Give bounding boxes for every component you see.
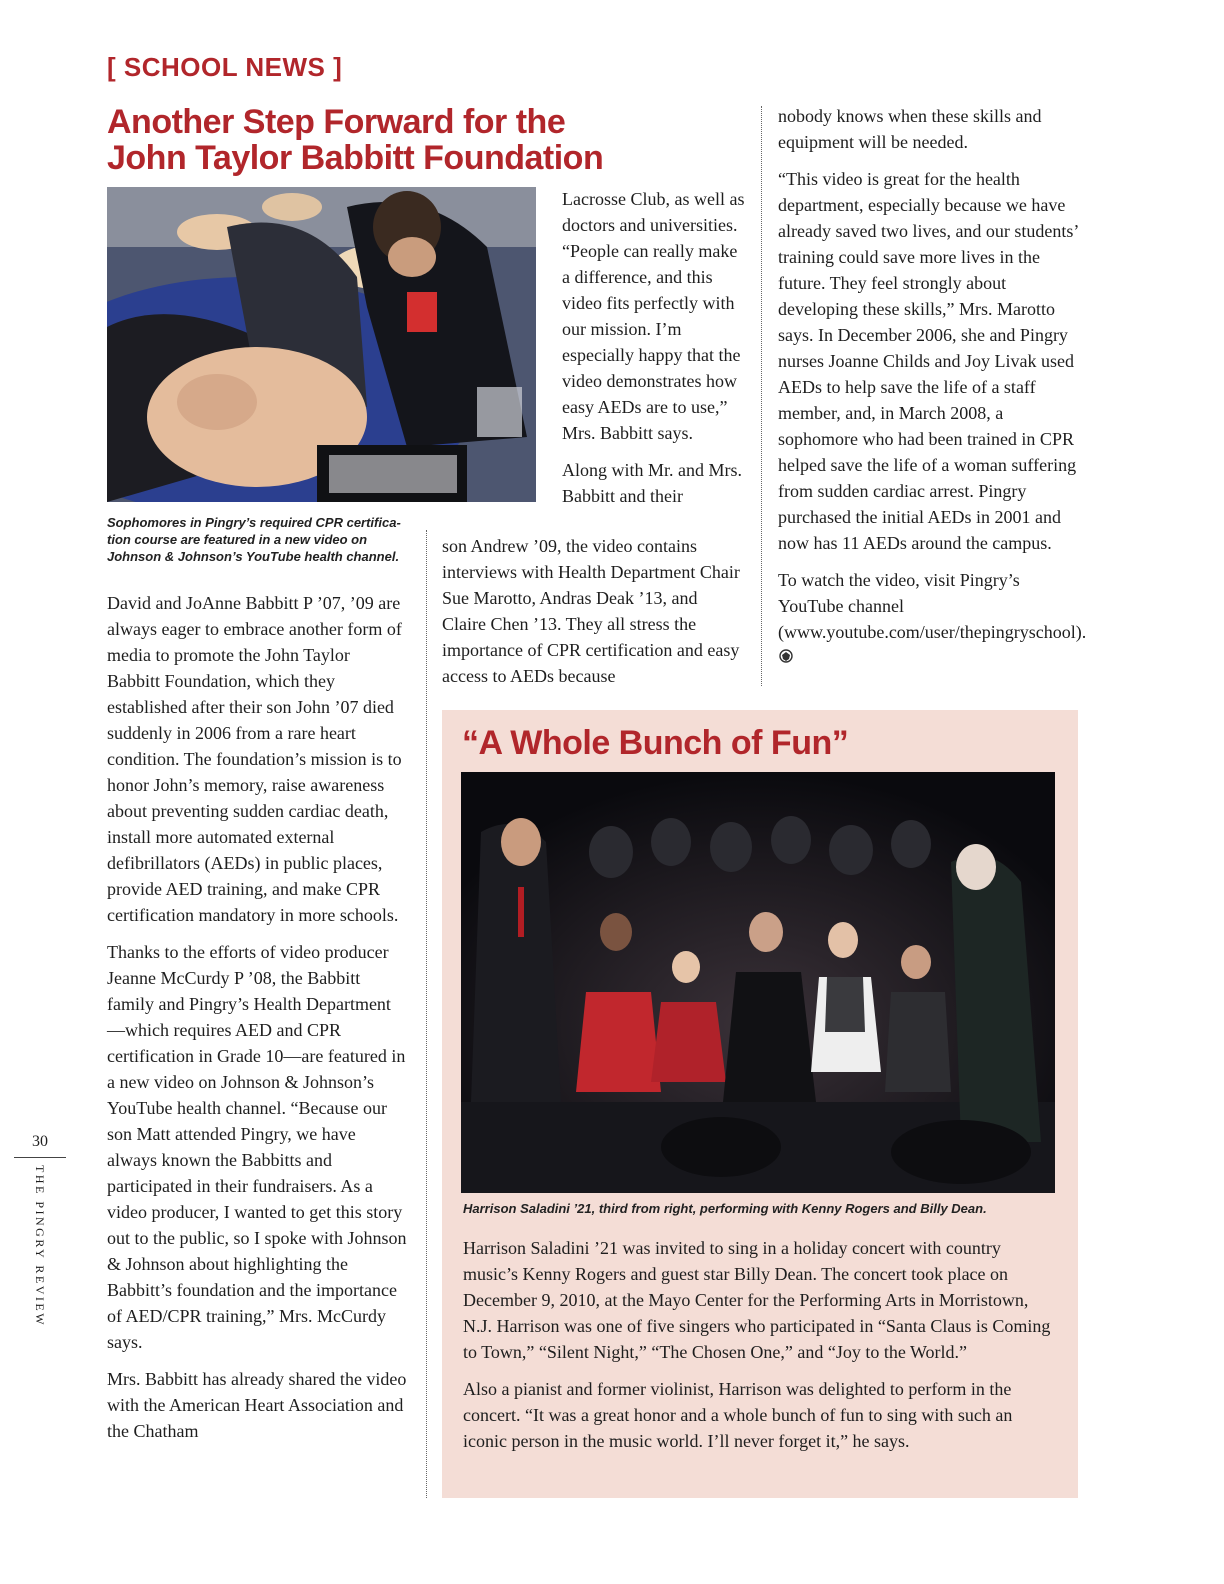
sidebar-body <box>463 1235 1055 1465</box>
sidebar-story-box <box>442 710 1078 1498</box>
concert-photo <box>461 772 1055 1193</box>
page-number: 30 <box>14 1133 66 1158</box>
section-label: [ SCHOOL NEWS ] <box>107 52 343 82</box>
video-link-text: To watch the video, visit Pingry’s YouTube channel (www.youtube.com/user/thepingryschool). <box>778 570 1087 642</box>
article-paragraph: “This video is great for the health department, especially because we have already saved two lives, and our students’ training could save more lives in the future. They feel strongly about developing these skills,” Mrs. Marotto says. In December 2006, she and Pingry nurses Joanne Childs and Joy Livak used AEDs to help save the life of a staff member, and, in March 2008, a sophomore who had been trained in CPR helped save the life of a woman suffering from sudden cardiac arrest. Pingry purchased the initial AEDs in 2001 and now has 11 AEDs around the campus. <box>778 169 1079 553</box>
cpr-photo-illustration <box>107 187 536 502</box>
concert-photo-illustration <box>461 772 1055 1193</box>
cpr-caption-line-3: Johnson & Johnson’s YouTube health channel. <box>107 549 400 564</box>
sidebar-paragraph: Harrison Saladini ’21 was invited to sing in a holiday concert with country music’s Kenny Rogers and guest star Billy Dean. The concert took place on December 9, 2010, at the Mayo Center for the Performing Arts in Morristown, N.J. Harrison was one of five singers who participated in “Santa Claus is Coming to Town,” “Silent Night,” “The Chosen One,” and “Joy to the World.” <box>463 1238 1051 1362</box>
article-column-middle-bottom <box>442 533 742 700</box>
column-divider-left <box>426 530 427 1498</box>
cpr-caption-line-2: tion course are featured in a new video on <box>107 532 368 547</box>
article-paragraph-start: Along with Mr. and Mrs. Babbitt and their <box>562 460 742 506</box>
article-paragraph: nobody knows when these skills and equipment will be needed. <box>778 106 1042 152</box>
sidebar-title: “A Whole Bunch of Fun” <box>462 724 849 762</box>
article-paragraph: Mrs. Babbitt has already shared the video with the American Heart Association and the Chatham <box>107 1369 407 1441</box>
cpr-caption-line-1: Sophomores in Pingry’s required CPR certifica- <box>107 515 401 530</box>
magazine-name: THE PINGRY REVIEW <box>33 1165 47 1328</box>
cpr-photo-caption <box>107 514 407 565</box>
concert-photo-caption: Harrison Saladini ’21, third from right, performing with Kenny Rogers and Billy Dean. <box>463 1201 987 1216</box>
headline-line-1: Another Step Forward for the <box>107 103 566 141</box>
pingry-crest-icon <box>778 647 794 673</box>
article-column-right <box>778 103 1087 684</box>
cpr-training-photo <box>107 187 536 502</box>
article-column-left <box>107 590 407 1455</box>
article-paragraph: Thanks to the efforts of video producer Jeanne McCurdy P ’08, the Babbitt family and Pingry’s Health Department—which requires AED and CPR certification in Grade 10—are featured in a new video on Johnson & Johnson’s YouTube health channel. “Because our son Matt attended Pingry, we have always known the Babbitts and participated in their fundraisers. As a video producer, I wanted to get this story out to the public, so I spoke with Johnson & Johnson about highlighting the Babbitt’s foundation and the importance of AED/CPR training,” Mrs. McCurdy says. <box>107 942 407 1352</box>
article-paragraph: Lacrosse Club, as well as doctors and universities. “People can really make a difference, and this video fits perfectly with our mission. I’m especially happy that the video demonstrates how easy AEDs are to use,” Mrs. Babbitt says. <box>562 189 745 443</box>
article-headline <box>107 104 667 176</box>
headline-line-2: John Taylor Babbitt Foundation <box>107 139 604 177</box>
article-paragraph-final <box>778 567 1087 673</box>
column-divider-right <box>761 106 762 686</box>
sidebar-paragraph: Also a pianist and former violinist, Harrison was delighted to perform in the concert. “It was a great honor and a whole bunch of fun to sing with such an iconic person in the music world. I’ll never forget it,” he says. <box>463 1379 1013 1451</box>
article-paragraph: David and JoAnne Babbitt P ’07, ’09 are always eager to embrace another form of media to promote the John Taylor Babbitt Foundation, which they established after their son John ’07 died suddenly in 2006 from a rare heart condition. The foundation’s mission is to honor John’s memory, raise awareness about preventing sudden cardiac death, install more automated external defibrillators (AEDs) in public places, provide AED training, and make CPR certification mandatory in more schools. <box>107 593 402 925</box>
article-column-middle-top <box>562 186 746 509</box>
article-paragraph-continued: son Andrew ’09, the video contains interviews with Health Department Chair Sue Marotto, Andras Deak ’13, and Claire Chen ’13. They all stress the importance of CPR certification and easy access to AEDs because <box>442 536 740 686</box>
page-footer-tab <box>14 1133 66 1328</box>
